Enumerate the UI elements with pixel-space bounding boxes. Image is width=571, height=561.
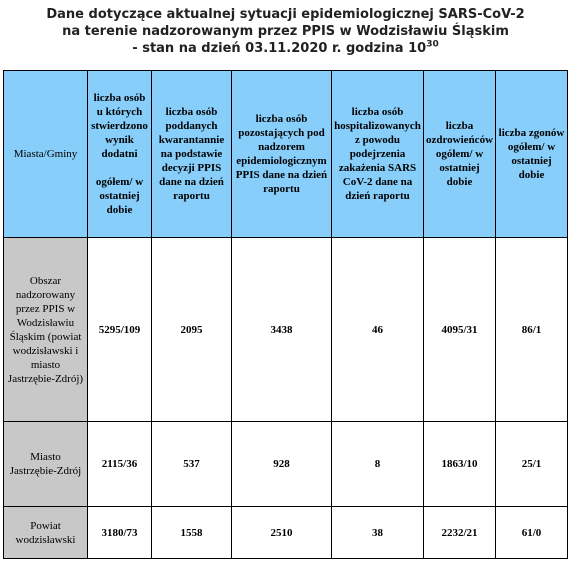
header-row [4, 71, 568, 238]
epidemiology-table [3, 70, 568, 559]
row-area-label: Powiat wodzisławski [4, 507, 88, 559]
cell-recovered: 1863/10 [424, 422, 496, 507]
cell-supervision: 3438 [232, 238, 332, 422]
row-area-label: Miasto Jastrzębie-Zdrój [4, 422, 88, 507]
cell-deaths: 61/0 [496, 507, 568, 559]
cell-confirmed: 2115/36 [88, 422, 152, 507]
cell-deaths: 25/1 [496, 422, 568, 507]
title-line-1: Dane dotyczące aktualnej sytuacji epidemiologicznej SARS-CoV-2 [46, 7, 525, 22]
cell-quarantine: 1558 [152, 507, 232, 559]
cell-confirmed: 5295/109 [88, 238, 152, 422]
cell-recovered: 4095/31 [424, 238, 496, 422]
header-confirmed-part1: liczba osób u których stwierdzono wynik dodatni [91, 92, 148, 160]
cell-confirmed: 3180/73 [88, 507, 152, 559]
page-title [0, 6, 571, 57]
header-confirmed-part2: ogółem/ w ostatniej dobie [95, 176, 144, 216]
cell-quarantine: 2095 [152, 238, 232, 422]
title-time-superscript: 30 [426, 39, 439, 50]
cell-deaths: 86/1 [496, 238, 568, 422]
title-line-2: na terenie nadzorowanym przez PPIS w Wodzisławiu Śląskim [62, 24, 509, 39]
cell-hospitalized: 8 [332, 422, 424, 507]
cell-quarantine: 537 [152, 422, 232, 507]
header-quarantine: liczba osób poddanych kwarantannie na podstawie decyzji PPIS dane na dzień raportu [152, 71, 232, 238]
header-area: Miasta/Gminy [4, 71, 88, 238]
cell-hospitalized: 46 [332, 238, 424, 422]
cell-hospitalized: 38 [332, 507, 424, 559]
header-confirmed [88, 71, 152, 238]
table-row [4, 238, 568, 422]
header-supervision: liczba osób pozostających pod nadzorem epidemiologicznym PPIS dane na dzień raportu [232, 71, 332, 238]
title-date-text: - stan na dzień 03.11.2020 r. godzina 10 [132, 41, 427, 56]
table-row [4, 422, 568, 507]
header-deaths: liczba zgonów ogółem/ w ostatniej dobie [496, 71, 568, 238]
cell-supervision: 2510 [232, 507, 332, 559]
row-area-label: Obszar nadzorowany przez PPIS w Wodzisławiu Śląskim (powiat wodzisławski i miasto Jastrzębie-Zdrój) [4, 238, 88, 422]
cell-recovered: 2232/21 [424, 507, 496, 559]
title-line-3 [0, 40, 571, 57]
cell-supervision: 928 [232, 422, 332, 507]
table-row [4, 507, 568, 559]
header-hospitalized: liczba osób hospitalizowanych z powodu podejrzenia zakażenia SARS CoV-2 dane na dzień raportu [332, 71, 424, 238]
header-recovered: liczba ozdrowieńców ogółem/ w ostatniej dobie [424, 71, 496, 238]
